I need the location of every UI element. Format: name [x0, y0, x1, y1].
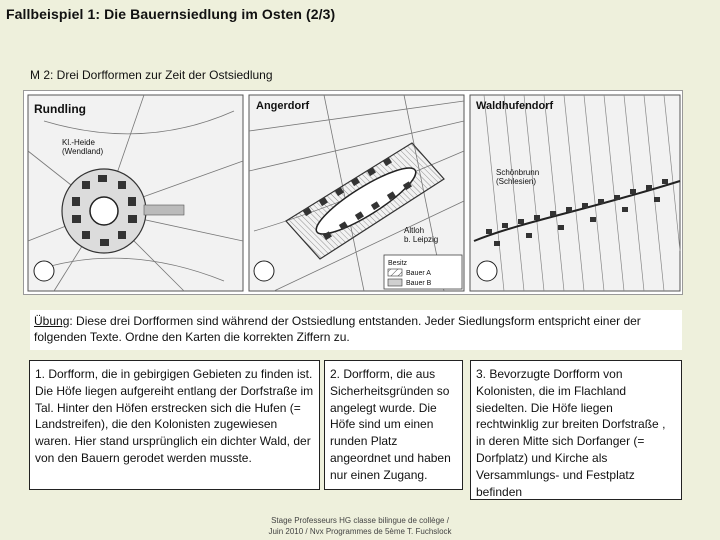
text-card-3: 3. Bevorzugte Dorfform von Kolonisten, die im Flachland siedelten. Die Höfe liegen rechtwinklig zur breiten Dorfstraße , in deren Mitte sich Dorfanger (= Dorfplatz) und Kirche als Versammlungs- und Festplatz befinden — [470, 360, 682, 500]
answer-circle-2[interactable] — [254, 261, 274, 281]
panel-angerdorf — [249, 95, 464, 291]
panel-waldhufendorf-label: Waldhufendorf — [476, 100, 554, 112]
text-card-1: 1. Dorfform, die in gebirgigen Gebieten zu finden ist. Die Höfe liegen aufgereiht entlang der Dorfstraße im Tal. Hinter den Höfen erstrecken sich die Hufen (= Landstreifen), die den Kolonisten zugewiesen waren. Hier stand ursprünglich ein dichter Wald, der von den Bauern gerodet werden musste. — [29, 360, 320, 490]
exercise-text: : Diese drei Dorfformen sind während der Ostsiedlung entstanden. Jeder Siedlungsform entspricht einer der folgenden Texte. Ordne den Karten die korrekten Ziffern zu. — [34, 314, 641, 344]
footer-line-2: Juin 2010 / Nvx Programmes de 5ème T. Fuchslock — [268, 527, 452, 536]
exercise-label: Übung — [34, 314, 70, 328]
answer-circle-3[interactable] — [477, 261, 497, 281]
panel-rundling-place-line1: Kl.-Heide — [62, 138, 95, 147]
legend-swatch-a — [388, 269, 402, 276]
legend-title: Besitz — [388, 260, 408, 267]
legend-item-b: Bauer B — [406, 280, 432, 287]
panel-angerdorf-place-line2: b. Leipzig — [404, 235, 439, 244]
panel-rundling — [28, 95, 243, 291]
legend-item-a: Bauer A — [406, 270, 431, 277]
exercise-instructions — [30, 310, 682, 350]
village-maps-figure — [23, 90, 683, 295]
panel-rundling-label: Rundling — [34, 102, 86, 116]
text-card-2: 2. Dorfform, die aus Sicherheitsgründen so angelegt wurde. Die Höfe sind um einen runden Platz angeordnet und haben nur einen Zugang. — [324, 360, 463, 490]
page-title: Fallbeispiel 1: Die Bauernsiedlung im Osten (2/3) — [6, 6, 336, 22]
village-maps-svg — [24, 91, 684, 296]
map-heading: M 2: Drei Dorfformen zur Zeit der Ostsiedlung — [30, 68, 273, 82]
panel-angerdorf-place-line1: Altloh — [404, 226, 425, 235]
footer-credit — [240, 515, 480, 537]
legend-swatch-b — [388, 279, 402, 286]
answer-circle-1[interactable] — [34, 261, 54, 281]
panel-waldhufendorf — [470, 95, 680, 291]
footer-line-1: Stage Professeurs HG classe bilingue de collège / — [271, 516, 449, 525]
panel-angerdorf-label: Angerdorf — [256, 100, 310, 112]
panel-rundling-place-line2: (Wendland) — [62, 147, 104, 156]
panel-waldhufendorf-place-line2: (Schlesien) — [496, 177, 537, 186]
panel-waldhufendorf-place-line1: Schönbrunn — [496, 168, 540, 177]
map-legend — [384, 255, 462, 289]
